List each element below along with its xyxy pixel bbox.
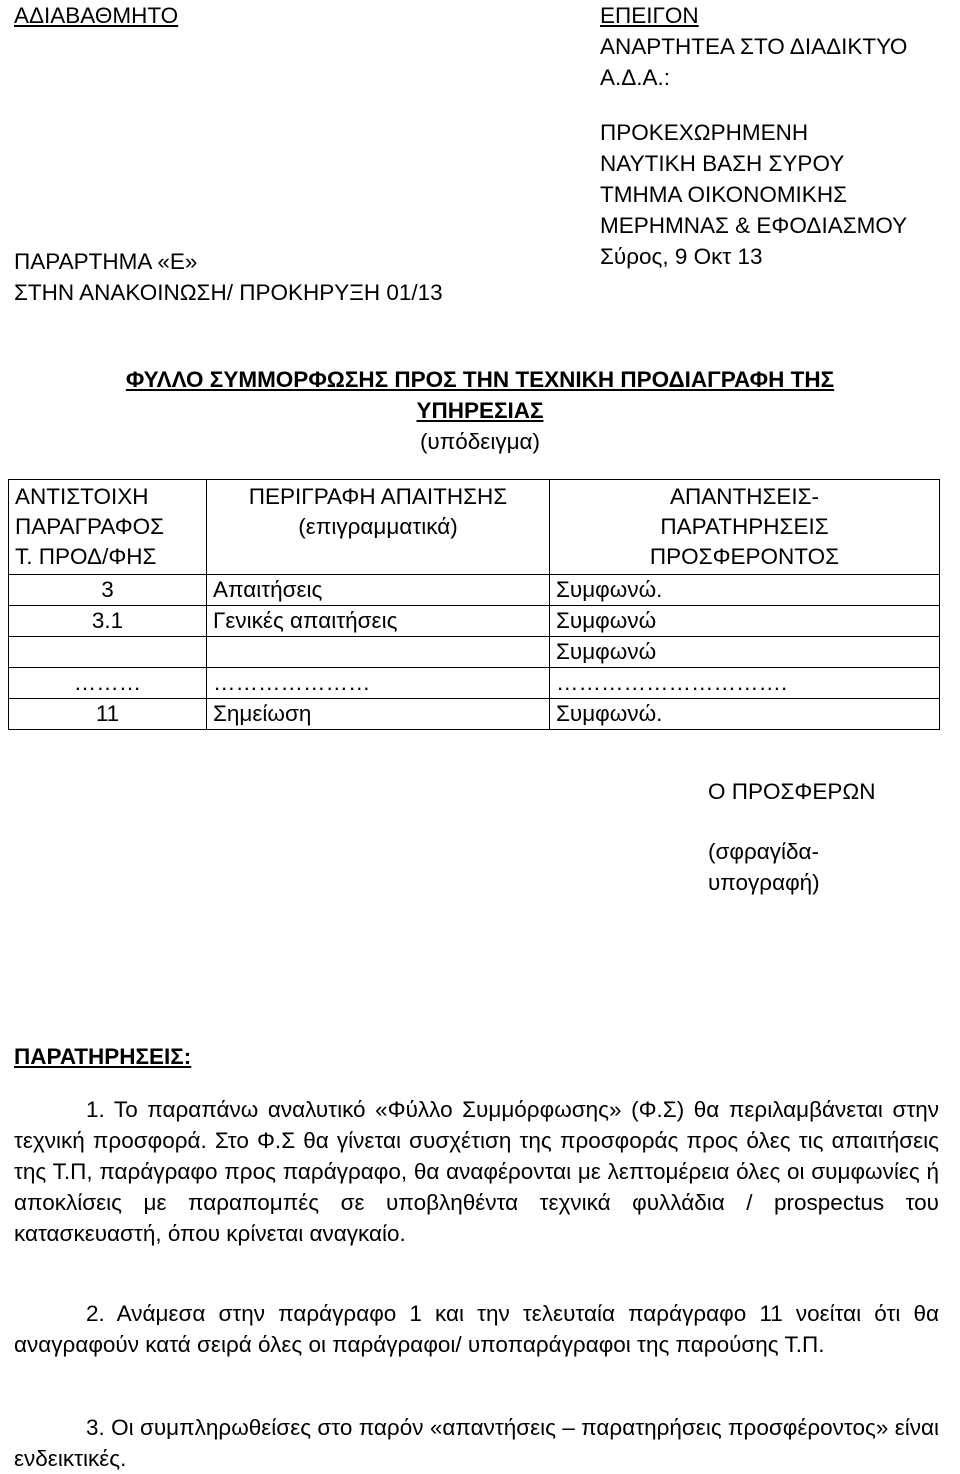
table-header-row <box>9 480 940 575</box>
classification-label <box>14 0 178 31</box>
header-description-line-2: (επιγραμματικά) <box>298 514 458 539</box>
header-right-block <box>600 0 907 272</box>
header-paragraph-line-3: Τ. ΠΡΟΔ/ΦΗΣ <box>15 544 157 569</box>
row-description: Απαιτήσεις <box>207 575 550 606</box>
header-paragraph-line-1: ΑΝΤΙΣΤΟΙΧΗ <box>15 484 149 509</box>
annex-reference <box>14 246 443 308</box>
title-line-1: ΦΥΛΛΟ ΣΥΜΜΟΡΦΩΣΗΣ ΠΡΟΣ ΤΗΝ ΤΕΧΝΙΚΗ ΠΡΟΔΙΑΓΡΑΦΗ ΤΗΣ <box>125 367 835 392</box>
row-answer: Συμφωνώ <box>550 606 940 637</box>
row-answer: Συμφωνώ <box>550 637 940 668</box>
ada-label: Α.Δ.Α.: <box>600 65 671 90</box>
row-answer: Συμφωνώ. <box>550 575 940 606</box>
signature-block <box>708 836 820 898</box>
offerer-label: Ο ΠΡΟΣΦΕΡΩΝ <box>708 779 876 804</box>
row-description: Γενικές απαιτήσεις <box>207 606 550 637</box>
classification-text: ΑΔΙΑΒΑΘΜΗΤΟ <box>14 3 179 28</box>
org-line-1: ΠΡΟΚΕΧΩΡΗΜΕΝΗ <box>600 120 809 145</box>
row-description <box>207 637 550 668</box>
remark-paragraph-1: 1. Το παραπάνω αναλυτικό «Φύλλο Συμμόρφωσης» (Φ.Σ) θα περιλαμβάνεται στην τεχνική προσφορά. Στο Φ.Σ θα γίνεται συσχέτιση της προσφοράς προς όλες τις απαιτήσεις της Τ.Π, παράγραφο προς παράγραφο, θα αναφέρονται με λεπτομέρεια όλες οι συμφωνίες ή αποκλίσεις με παραπομπές σε υποβληθέντα τεχνικά φυλλάδια / prospectus του κατασκευαστή, όπου κρίνεται αναγκαίο. <box>14 1097 939 1246</box>
row-paragraph: ……… <box>9 668 207 699</box>
annex-title: ΠΑΡΑΡΤΗΜΑ «Ε» <box>14 249 198 274</box>
header-answers <box>550 480 940 575</box>
row-paragraph <box>9 637 207 668</box>
header-answers-line-2: ΠΑΡΑΤΗΡΗΣΕΙΣ <box>660 514 829 539</box>
header-paragraph-line-2: ΠΑΡΑΓΡΑΦΟΣ <box>15 514 165 539</box>
table-row <box>9 637 940 668</box>
table-row <box>9 668 940 699</box>
remarks-heading: ΠΑΡΑΤΗΡΗΣΕΙΣ: <box>14 1044 192 1069</box>
remark-paragraph-3: 3. Οι συμπληρωθείσες στο παρόν «απαντήσεις – παρατηρήσεις προσφέροντος» είναι ενδεικτικές. <box>14 1415 939 1471</box>
signature-line-2: υπογραφή) <box>708 870 820 895</box>
document-title <box>40 364 920 457</box>
row-answer: Συμφωνώ. <box>550 699 940 730</box>
posted-online-label: ΑΝΑΡΤΗΤΕΑ ΣΤΟ ΔΙΑΔΙΚΤΥΟ <box>600 34 908 59</box>
spacer <box>600 93 907 117</box>
row-paragraph: 3 <box>9 575 207 606</box>
row-paragraph: 11 <box>9 699 207 730</box>
annex-subtitle: ΣΤΗΝ ΑΝΑΚΟΙΝΩΣΗ/ ΠΡΟΚΗΡΥΞΗ 01/13 <box>14 280 443 305</box>
org-line-2: ΝΑΥΤΙΚΗ ΒΑΣΗ ΣΥΡΟΥ <box>600 151 845 176</box>
header-description <box>207 480 550 575</box>
signature-line-1: (σφραγίδα- <box>708 839 820 864</box>
title-line-2: ΥΠΗΡΕΣΙΑΣ <box>416 398 544 423</box>
header-answers-line-3: ΠΡΟΣΦΕΡΟΝΤΟΣ <box>649 544 840 569</box>
header-description-line-1: ΠΕΡΙΓΡΑΦΗ ΑΠΑΙΤΗΣΗΣ <box>248 484 508 509</box>
header-answers-line-1: ΑΠΑΝΤΗΣΕΙΣ- <box>669 484 820 509</box>
row-description: Σημείωση <box>207 699 550 730</box>
title-subtitle: (υπόδειγμα) <box>419 429 541 454</box>
table-row <box>9 575 940 606</box>
header-paragraph <box>9 480 207 575</box>
row-paragraph: 3.1 <box>9 606 207 637</box>
org-line-3: ΤΜΗΜΑ ΟΙΚΟΝΟΜΙΚΗΣ <box>600 182 847 207</box>
urgent-label: ΕΠΕΙΓΟΝ <box>600 3 699 28</box>
compliance-table <box>8 479 940 730</box>
table-row <box>9 699 940 730</box>
table-row <box>9 606 940 637</box>
row-description: ………………… <box>207 668 550 699</box>
remark-paragraph-2: 2. Ανάμεσα στην παράγραφο 1 και την τελευταία παράγραφο 11 νοείται ότι θα αναγραφούν κατά σειρά όλες οι παράγραφοι/ υποπαράγραφοι της παρούσης Τ.Π. <box>14 1301 939 1357</box>
place-date: Σύρος, 9 Οκτ 13 <box>600 244 763 269</box>
org-line-4: ΜΕΡΗΜΝΑΣ & ΕΦΟΔΙΑΣΜΟΥ <box>600 213 908 238</box>
row-answer: …………………………. <box>550 668 940 699</box>
